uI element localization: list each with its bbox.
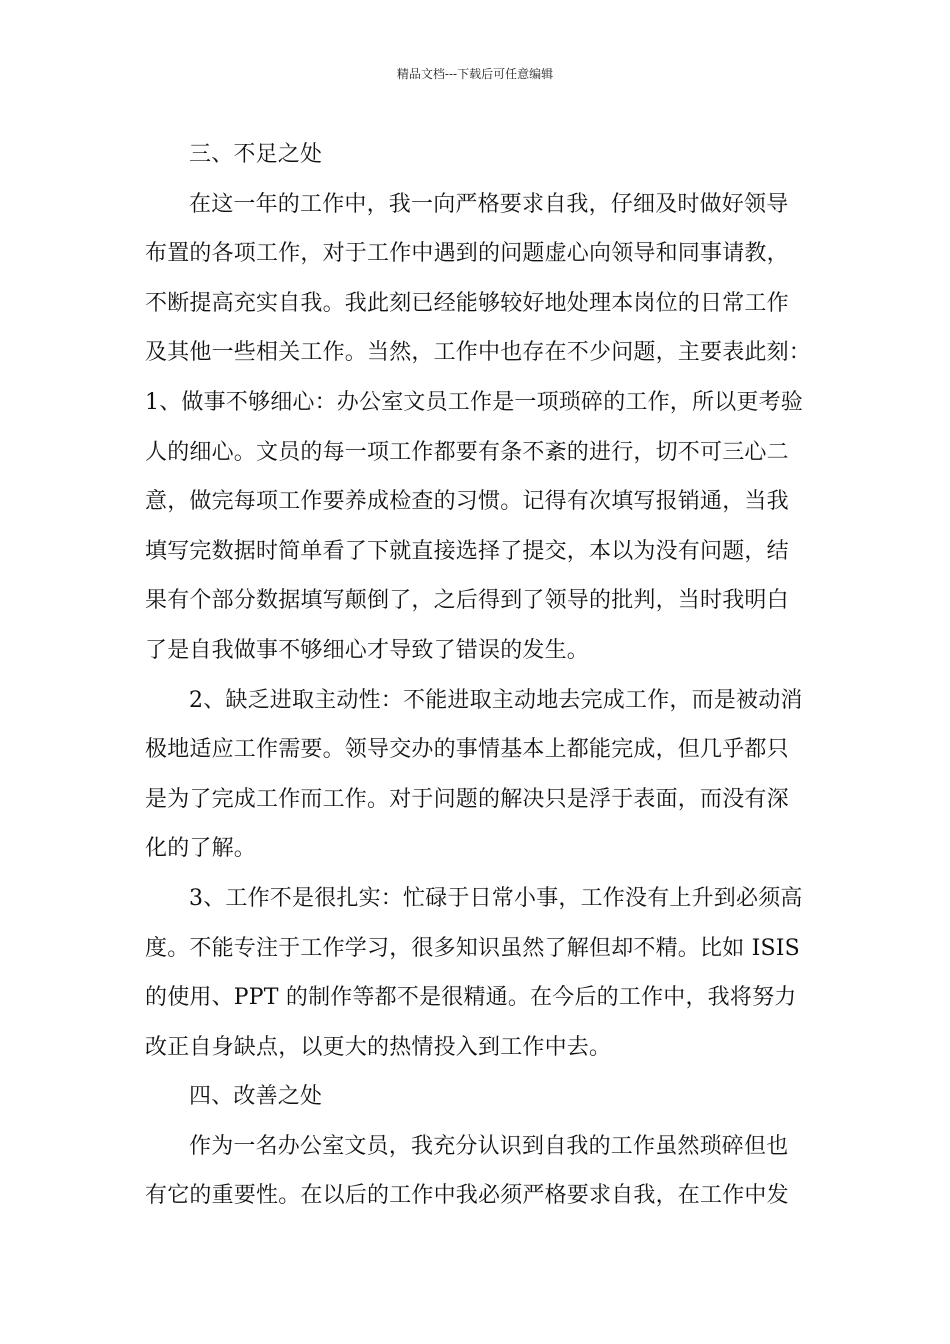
text-line: 2、缺乏进取主动性：不能进取主动地去完成工作，而是被动消 [189,687,803,713]
document-body [145,130,810,1221]
text-line: 3、工作不是很扎实：忙碌于日常小事，工作没有上升到必须高 [189,885,803,911]
text-line: 填写完数据时简单看了下就直接选择了提交，本以为没有问题，结 [145,538,789,564]
text-line: 的使用、PPT 的制作等都不是很精通。在今后的工作中，我将努力 [145,985,797,1011]
text-line: 意，做完每项工作要养成检查的习惯。记得有次填写报销通，当我 [145,489,789,515]
text-line: 化的了解。 [145,836,257,862]
text-line: 在这一年的工作中，我一向严格要求自我，仔细及时做好领导 [189,191,789,217]
text-line: 及其他一些相关工作。当然，工作中也存在不少问题，主要表此刻： [145,340,812,366]
text-line: 是为了完成工作而工作。对于问题的解决只是浮于表面，而没有深 [145,786,789,812]
text-line: 度。不能专注于工作学习，很多知识虽然了解但却不精。比如 ISIS [145,935,800,961]
text-line: 人的细心。文员的每一项工作都要有条不紊的进行，切不可三心二 [145,439,789,465]
text-line: 布置的各项工作，对于工作中遇到的问题虚心向领导和同事请教， [145,241,789,267]
text-line: 了是自我做事不够细心才导致了错误的发生。 [145,637,590,663]
text-line: 不断提高充实自我。我此刻已经能够较好地处理本岗位的日常工作 [145,290,789,316]
page-header: 精品文档---下载后可任意编辑 [396,67,554,81]
text-line: 极地适应工作需要。领导交办的事情基本上都能完成，但几乎都只 [145,737,789,763]
text-line: 果有个部分数据填写颠倒了，之后得到了领导的批判，当时我明白 [145,588,789,614]
section-heading: 四、改善之处 [189,1084,323,1110]
text-line: 有它的重要性。在以后的工作中我必须严格要求自我，在工作中发 [145,1183,789,1209]
text-line: 作为一名办公室文员，我充分认识到自我的工作虽然琐碎但也 [189,1133,789,1159]
section-heading: 三、不足之处 [189,142,323,167]
text-line: 改正自身缺点，以更大的热情投入到工作中去。 [145,1034,612,1060]
text-line: 1、做事不够细心：办公室文员工作是一项琐碎的工作，所以更考验 [145,389,803,415]
